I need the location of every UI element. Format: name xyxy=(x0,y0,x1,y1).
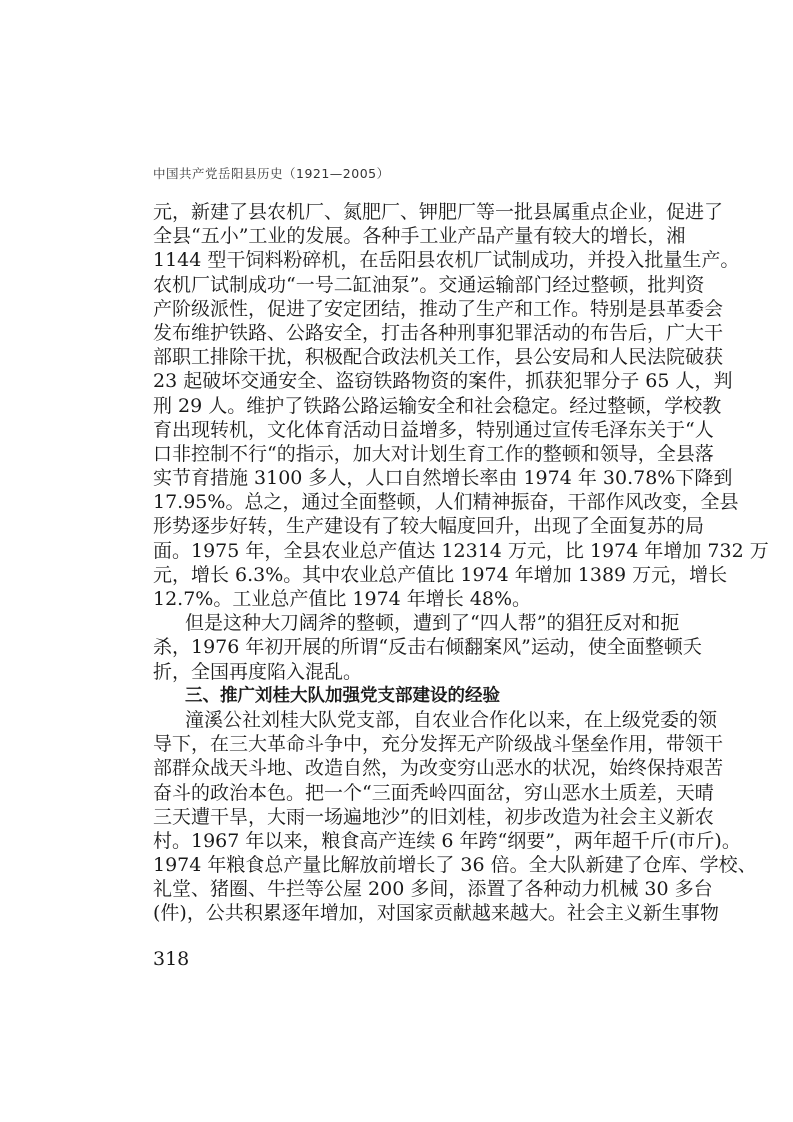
text-line: 潼溪公社刘桂大队党支部，自农业合作化以来，在上级党委的领 xyxy=(185,708,718,731)
text-line: 实节育措施 3100 多人，人口自然增长率由 1974 年 30.78%下降到 xyxy=(153,467,733,490)
text-line: 口非控制不行“的指示，加大对计划生育工作的整顿和领导，全县落 xyxy=(153,442,714,465)
text-line: 村。1967 年以来，粮食高产连续 6 年跨“纲要”，两年超千斤(市斤)。 xyxy=(153,829,741,852)
text-line: 折，全国再度陷入混乱。 xyxy=(153,660,363,683)
text-line: 23 起破坏交通安全、盗窃铁路物资的案件，抓获犯罪分子 65 人，判 xyxy=(153,370,733,393)
text-line: 礼堂、猪圈、牛拦等公屋 200 多间，添置了各种动力机械 30 多台 xyxy=(153,878,713,901)
text-line: 面。1975 年，全县农业总产值达 12314 万元，比 1974 年增加 732 万 xyxy=(153,539,769,562)
text-line: 农机厂试制成功“一号二缸油泵”。交通运输部门经过整顿，批判资 xyxy=(153,273,705,296)
text-line: 1974 年粮食总产量比解放前增长了 36 倍。全大队新建了仓库、学校、 xyxy=(153,854,757,877)
text-line: 全县“五小”工业的发展。各种手工业产品产量有较大的增长，湘 xyxy=(153,225,686,248)
text-line: (件)，公共积累逐年增加，对国家贡献越来越大。社会主义新生事物 xyxy=(153,902,719,925)
page-number: 318 xyxy=(153,948,190,970)
text-line: 育出现转机，文化体育活动日益增多，特别通过宣传毛泽东关于“人 xyxy=(153,418,714,441)
text-line: 刑 29 人。维护了铁路公路运输安全和社会稳定。经过整顿，学校教 xyxy=(153,394,722,417)
text-line: 奋斗的政治本色。把一个“三面秃岭四面岔，穷山恶水土质差，天晴 xyxy=(153,781,714,804)
section-heading: 三、推广刘桂大队加强党支部建设的经验 xyxy=(185,685,500,706)
text-line: 杀，1976 年初开展的所谓“反击右倾翻案风”运动，使全面整顿夭 xyxy=(153,636,702,659)
text-line: 发布维护铁路、公路安全，打击各种刑事犯罪活动的布告后，广大干 xyxy=(153,321,724,344)
text-line: 12.7%。工业总产值比 1974 年增长 48%。 xyxy=(153,588,532,610)
text-line: 产阶级派性，促进了安定团结，推动了生产和工作。特别是县革委会 xyxy=(153,297,724,320)
text-line: 元，增长 6.3%。其中农业总产值比 1974 年增加 1389 万元，增长 xyxy=(153,563,728,586)
text-line: 部职工排除干扰，积极配合政法机关工作，县公安局和人民法院破获 xyxy=(153,346,724,369)
text-line: 17.95%。总之，通过全面整顿，人们精神振奋，干部作风改变，全县 xyxy=(153,491,739,514)
text-line: 元，新建了县农机厂、氮肥厂、钾肥厂等一批县属重点企业，促进了 xyxy=(153,201,724,223)
text-line: 形势逐步好转，生产建设有了较大幅度回升，出现了全面复苏的局 xyxy=(153,515,705,538)
text-line: 部群众战天斗地、改造自然，为改变穷山恶水的状况，始终保持艰苦 xyxy=(153,757,724,780)
text-line: 导下，在三大革命斗争中，充分发挥无产阶级战斗堡垒作用，带领干 xyxy=(153,733,724,756)
running-head: 中国共产党岳阳县历史（1921—2005） xyxy=(153,166,390,181)
text-line: 但是这种大刀阔斧的整顿，遭到了“四人帮”的猖狂反对和扼 xyxy=(185,612,680,635)
text-line: 三天遭干旱，大雨一场遍地沙”的旧刘桂，初步改造为社会主义新农 xyxy=(153,805,714,828)
body-text xyxy=(153,200,769,926)
text-line: 1144 型干饲料粉碎机，在岳阳县农机厂试制成功，并投入批量生产。 xyxy=(153,249,740,272)
